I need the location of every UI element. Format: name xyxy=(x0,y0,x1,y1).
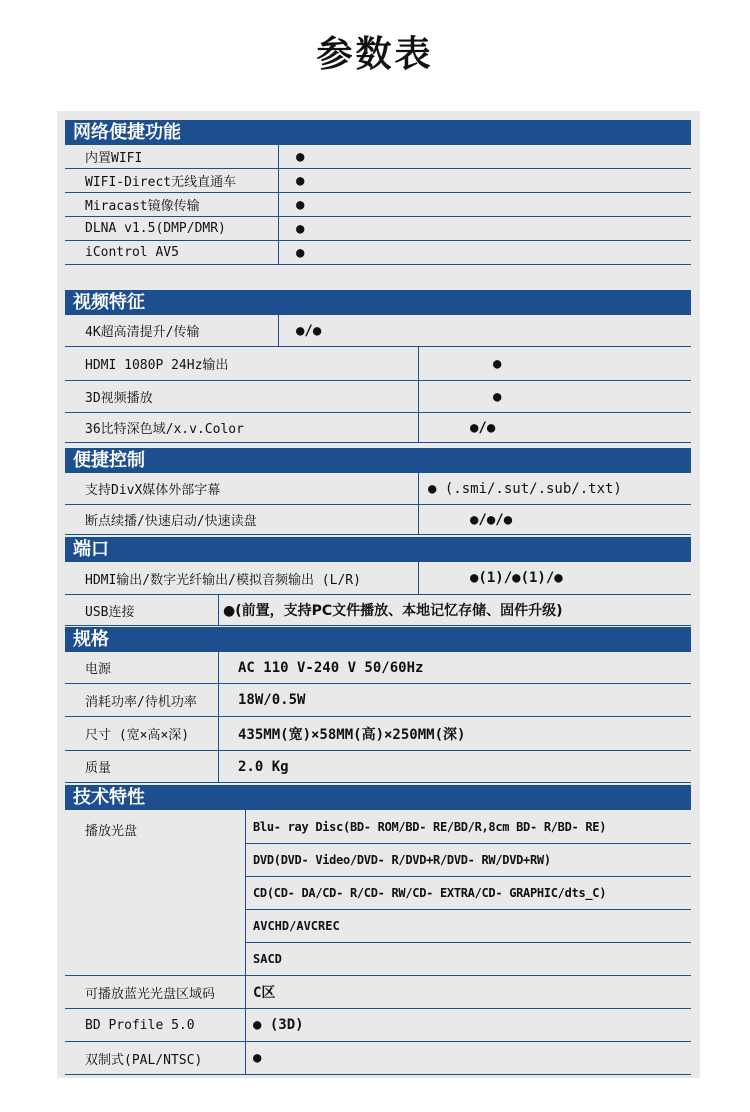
row-value: ● xyxy=(296,244,305,261)
table-row xyxy=(65,473,691,505)
column-divider xyxy=(418,473,419,504)
column-divider xyxy=(278,217,279,240)
table-row xyxy=(65,169,691,193)
row-value: ●(1)/●(1)/● xyxy=(470,570,563,586)
row-label: WIFI-Direct无线直通车 xyxy=(85,175,237,190)
section-header-network: 网络便捷功能 xyxy=(65,120,691,145)
row-value: ●(前置，支持PC文件播放、本地记忆存储、固件升级) xyxy=(223,603,563,619)
row-value: 2.0 Kg xyxy=(238,758,289,775)
column-divider xyxy=(418,562,419,594)
disc-value: AVCHD/AVCREC xyxy=(253,919,340,933)
row-label: 3D视频播放 xyxy=(85,391,153,406)
row-value: ●/●/● xyxy=(470,511,513,528)
row-label: 可播放蓝光光盘区域码 xyxy=(85,986,216,1002)
table-row xyxy=(65,217,691,241)
column-divider xyxy=(418,347,419,380)
table-row xyxy=(65,652,691,684)
column-divider xyxy=(278,193,279,216)
table-row xyxy=(65,413,691,443)
table-row xyxy=(65,241,691,265)
row-value: ● (.smi/.sut/.sub/.txt) xyxy=(428,480,622,497)
column-divider xyxy=(278,145,279,168)
section-header-ports: 端口 xyxy=(65,537,691,562)
row-label: 内置WIFI xyxy=(85,151,143,166)
row-value: ● xyxy=(253,1050,262,1066)
row-label: 断点续播/快速启动/快速读盘 xyxy=(85,514,257,529)
column-divider xyxy=(418,505,419,534)
row-label: 双制式(PAL/NTSC) xyxy=(85,1052,203,1068)
disc-label: 播放光盘 xyxy=(85,824,138,839)
disc-value: CD(CD- DA/CD- R/CD- RW/CD- EXTRA/CD- GRAPHIC/dts_C) xyxy=(253,886,607,900)
row-label: 质量 xyxy=(85,761,112,776)
row-label: 电源 xyxy=(85,662,112,677)
column-divider xyxy=(278,169,279,192)
row-value: C区 xyxy=(253,985,276,1001)
row-value: ●/● xyxy=(296,322,322,339)
column-divider xyxy=(245,1009,246,1041)
column-divider xyxy=(278,241,279,264)
row-label: 消耗功率/待机功率 xyxy=(85,694,197,710)
row-label: 尺寸 (宽×高×深) xyxy=(85,728,190,743)
table-row xyxy=(245,910,691,943)
column-divider xyxy=(245,976,246,1008)
row-label: DLNA v1.5(DMP/DMR) xyxy=(85,221,226,236)
column-divider xyxy=(418,413,419,442)
row-value: ● xyxy=(296,148,305,165)
row-value: AC 110 V-240 V 50/60Hz xyxy=(238,659,424,676)
row-value: 435MM(宽)×58MM(高)×250MM(深) xyxy=(238,726,466,743)
row-label: 支持DivX媒体外部字幕 xyxy=(85,483,221,498)
table-row xyxy=(65,976,691,1009)
table-row xyxy=(65,193,691,217)
row-value: ● xyxy=(493,355,502,372)
section-header-video: 视频特征 xyxy=(65,290,691,315)
column-divider xyxy=(218,717,219,750)
row-value: ● xyxy=(296,196,305,213)
row-value: 18W/0.5W xyxy=(238,692,306,708)
column-divider xyxy=(418,381,419,412)
row-value: ● (3D) xyxy=(253,1017,304,1033)
row-value: ● xyxy=(296,220,305,237)
table-row xyxy=(65,562,691,595)
disc-value: SACD xyxy=(253,952,282,966)
section-header-specs: 规格 xyxy=(65,627,691,652)
table-row xyxy=(65,943,691,976)
table-row xyxy=(65,751,691,783)
table-row xyxy=(65,381,691,413)
row-label: iControl AV5 xyxy=(85,245,179,260)
disc-value: Blu- ray Disc(BD- ROM/BD- RE/BD/R,8cm BD- R/BD- RE) xyxy=(253,819,607,834)
disc-value: DVD(DVD- Video/DVD- R/DVD+R/DVD- RW/DVD+RW) xyxy=(253,853,551,867)
column-divider xyxy=(218,684,219,716)
section-header-control: 便捷控制 xyxy=(65,448,691,473)
row-label: HDMI输出/数字光纤输出/模拟音频输出 (L/R) xyxy=(85,572,361,588)
row-label: 36比特深色域/x.v.Color xyxy=(85,422,244,437)
column-divider xyxy=(218,595,219,625)
row-label: HDMI 1080P 24Hz输出 xyxy=(85,358,229,373)
row-value: ●/● xyxy=(470,419,496,436)
column-divider xyxy=(278,315,279,346)
table-row xyxy=(65,717,691,751)
row-label: 4K超高清提升/传输 xyxy=(85,325,200,340)
page-title: 参数表 xyxy=(316,34,434,75)
row-value: ● xyxy=(493,388,502,405)
table-row xyxy=(65,1009,691,1042)
row-label: BD Profile 5.0 xyxy=(85,1017,195,1033)
row-label: Miracast镜像传输 xyxy=(85,199,200,214)
column-divider xyxy=(218,751,219,782)
table-row xyxy=(245,844,691,877)
table-row xyxy=(65,145,691,169)
table-row xyxy=(65,595,691,626)
table-row xyxy=(65,684,691,717)
table-row xyxy=(65,505,691,535)
column-divider xyxy=(245,1042,246,1074)
table-row xyxy=(65,315,691,347)
table-row xyxy=(245,877,691,910)
column-divider xyxy=(218,652,219,683)
table-row xyxy=(65,347,691,381)
table-row xyxy=(245,810,691,844)
section-header-tech: 技术特性 xyxy=(65,785,691,810)
table-row xyxy=(65,1042,691,1075)
row-value: ● xyxy=(296,172,305,189)
row-label: USB连接 xyxy=(85,604,135,620)
